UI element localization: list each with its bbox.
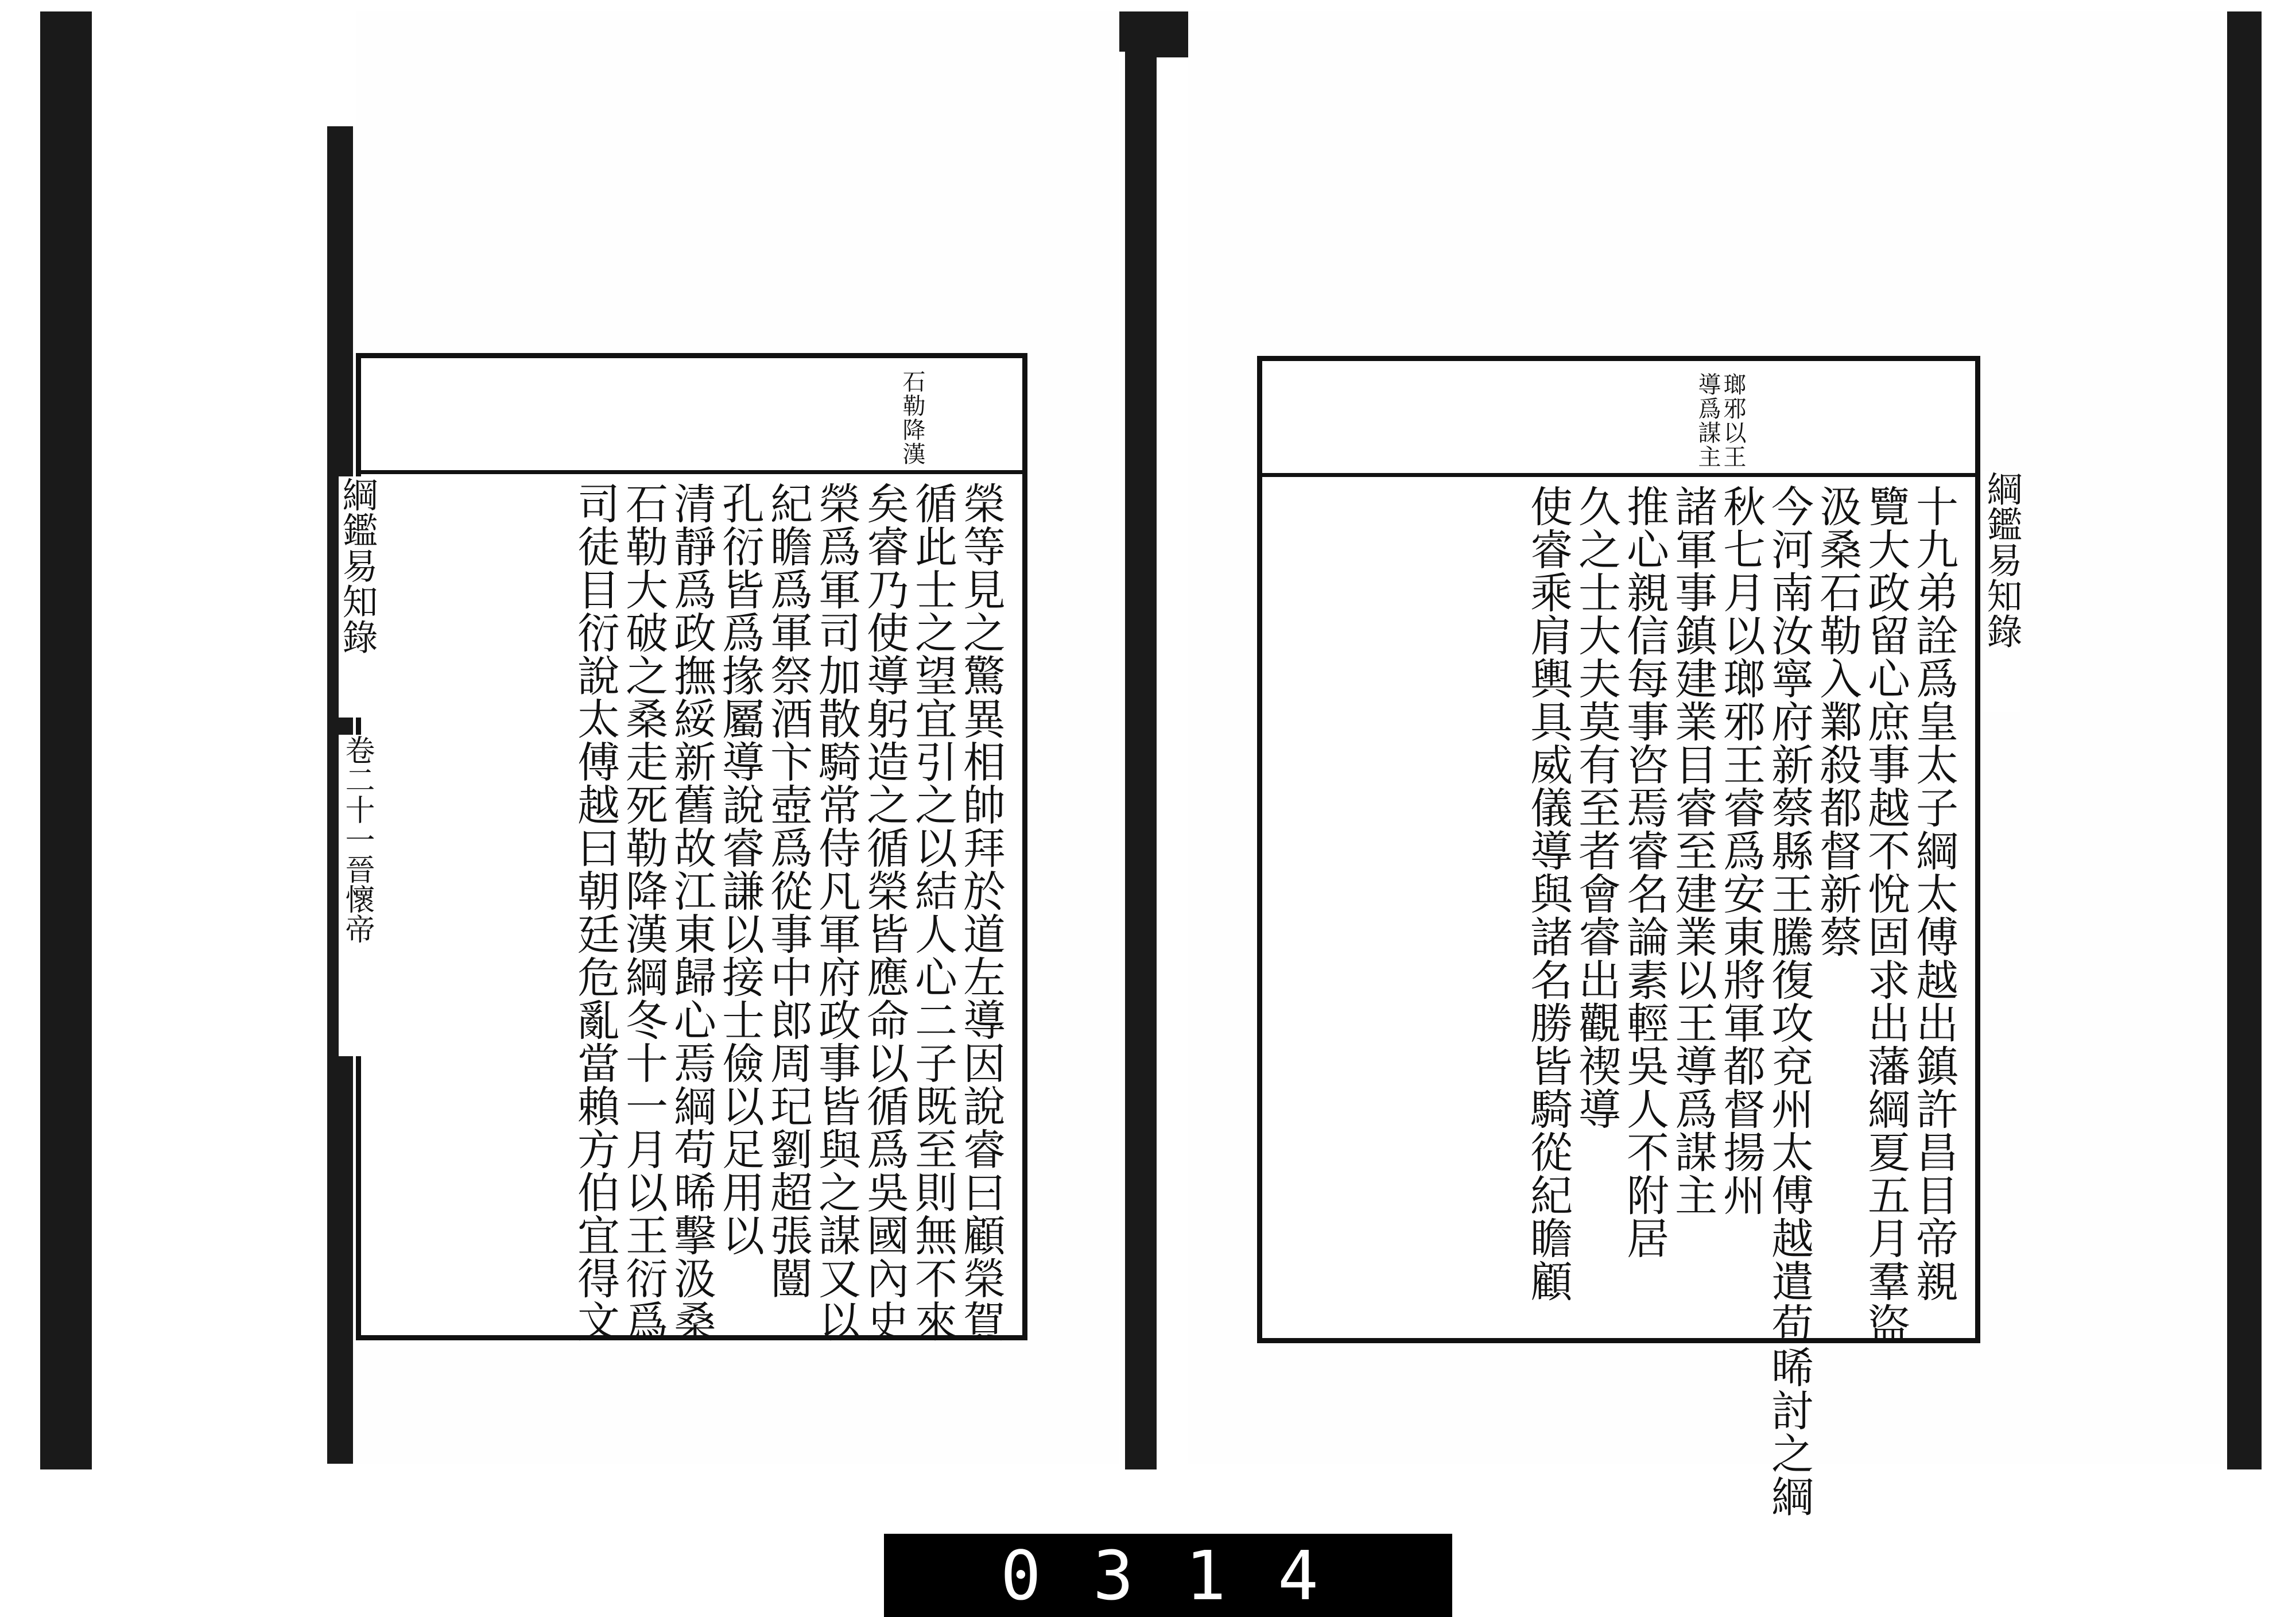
center-gutter bbox=[1125, 11, 1157, 1469]
left-scan-edge bbox=[40, 11, 92, 1469]
right-column-9: 使睿乘肩輿具威儀導與諸名勝皆騎從紀瞻顧 bbox=[1523, 484, 1573, 1302]
left-column-1: 榮等見之驚異相帥拜於道左導因說睿曰顧榮賀 bbox=[956, 482, 1006, 1343]
right-header-band bbox=[1262, 361, 1975, 477]
right-page bbox=[1188, 11, 2221, 1518]
left-column-5: 紀瞻爲軍祭酒卞壺爲從事中郎周玘劉超張闓 bbox=[763, 482, 813, 1300]
right-scan-edge bbox=[2227, 11, 2262, 1469]
left-text-frame bbox=[356, 353, 1027, 1343]
left-column-3: 矣睿乃使導躬造之循榮皆應命以循爲吳國內史 bbox=[860, 482, 909, 1343]
left-body-text bbox=[378, 482, 1006, 1343]
right-column-1: 十九弟詮爲皇太子綱太傅越出鎮許昌目帝親 bbox=[1909, 484, 1958, 1302]
left-column-9: 司徒目衍說太傅越曰朝廷危亂當賴方伯宜得文 bbox=[571, 482, 620, 1343]
right-header-note: 瑯邪以王導爲謀主 bbox=[1694, 373, 1746, 469]
left-column-7: 清靜爲政撫綏新舊故江東歸心焉綱苟晞擊汲桑 bbox=[667, 482, 716, 1343]
right-text-frame bbox=[1257, 356, 1980, 1518]
right-column-6: 諸軍事鎮建業目睿至建業以王導爲謀主 bbox=[1668, 484, 1717, 1216]
left-column-2: 循此士之望宜引之以結人心二子既至則無不來 bbox=[908, 482, 957, 1343]
right-body-text bbox=[1279, 484, 1958, 1518]
left-column-8: 石勒大破之桑走死勒降漢綱冬十一月以王衍爲 bbox=[619, 482, 668, 1343]
left-page bbox=[336, 11, 1119, 1464]
right-column-5: 秋七月以瑯邪王睿爲安東將軍都督揚州 bbox=[1716, 484, 1766, 1216]
left-column-4: 榮爲軍司加散騎常侍凡軍府政事皆與之謀又以 bbox=[812, 482, 861, 1343]
left-column-6: 孔衍皆爲掾屬導說睿謙以接士儉以足用以 bbox=[715, 482, 765, 1257]
left-margin-title: 綱鑑易知錄 bbox=[339, 476, 375, 718]
right-column-4: 今河南汝寧府新蔡縣王騰復攻兗州太傅越遣苟晞討之綱 bbox=[1764, 484, 1814, 1518]
left-header-band bbox=[361, 358, 1022, 474]
right-column-2: 覽大政留心庶事越不悅固求出藩綱夏五月羣盜 bbox=[1861, 484, 1910, 1345]
right-margin-title: 綱鑑易知錄 bbox=[1983, 471, 2020, 712]
right-column-8: 久之士大夫莫有至者會睿出觀禊導 bbox=[1572, 484, 1621, 1130]
frame-counter: 0314 bbox=[884, 1534, 1452, 1617]
right-column-7: 推心親信每事咨焉睿名論素輕吳人不附居 bbox=[1620, 484, 1669, 1259]
left-margin-volume: 卷二十一晉懷帝 bbox=[339, 735, 375, 1056]
left-header-note: 石勒降漢 bbox=[899, 370, 925, 466]
right-column-3: 汲桑石勒入鄴殺都督新蔡 bbox=[1813, 484, 1862, 958]
